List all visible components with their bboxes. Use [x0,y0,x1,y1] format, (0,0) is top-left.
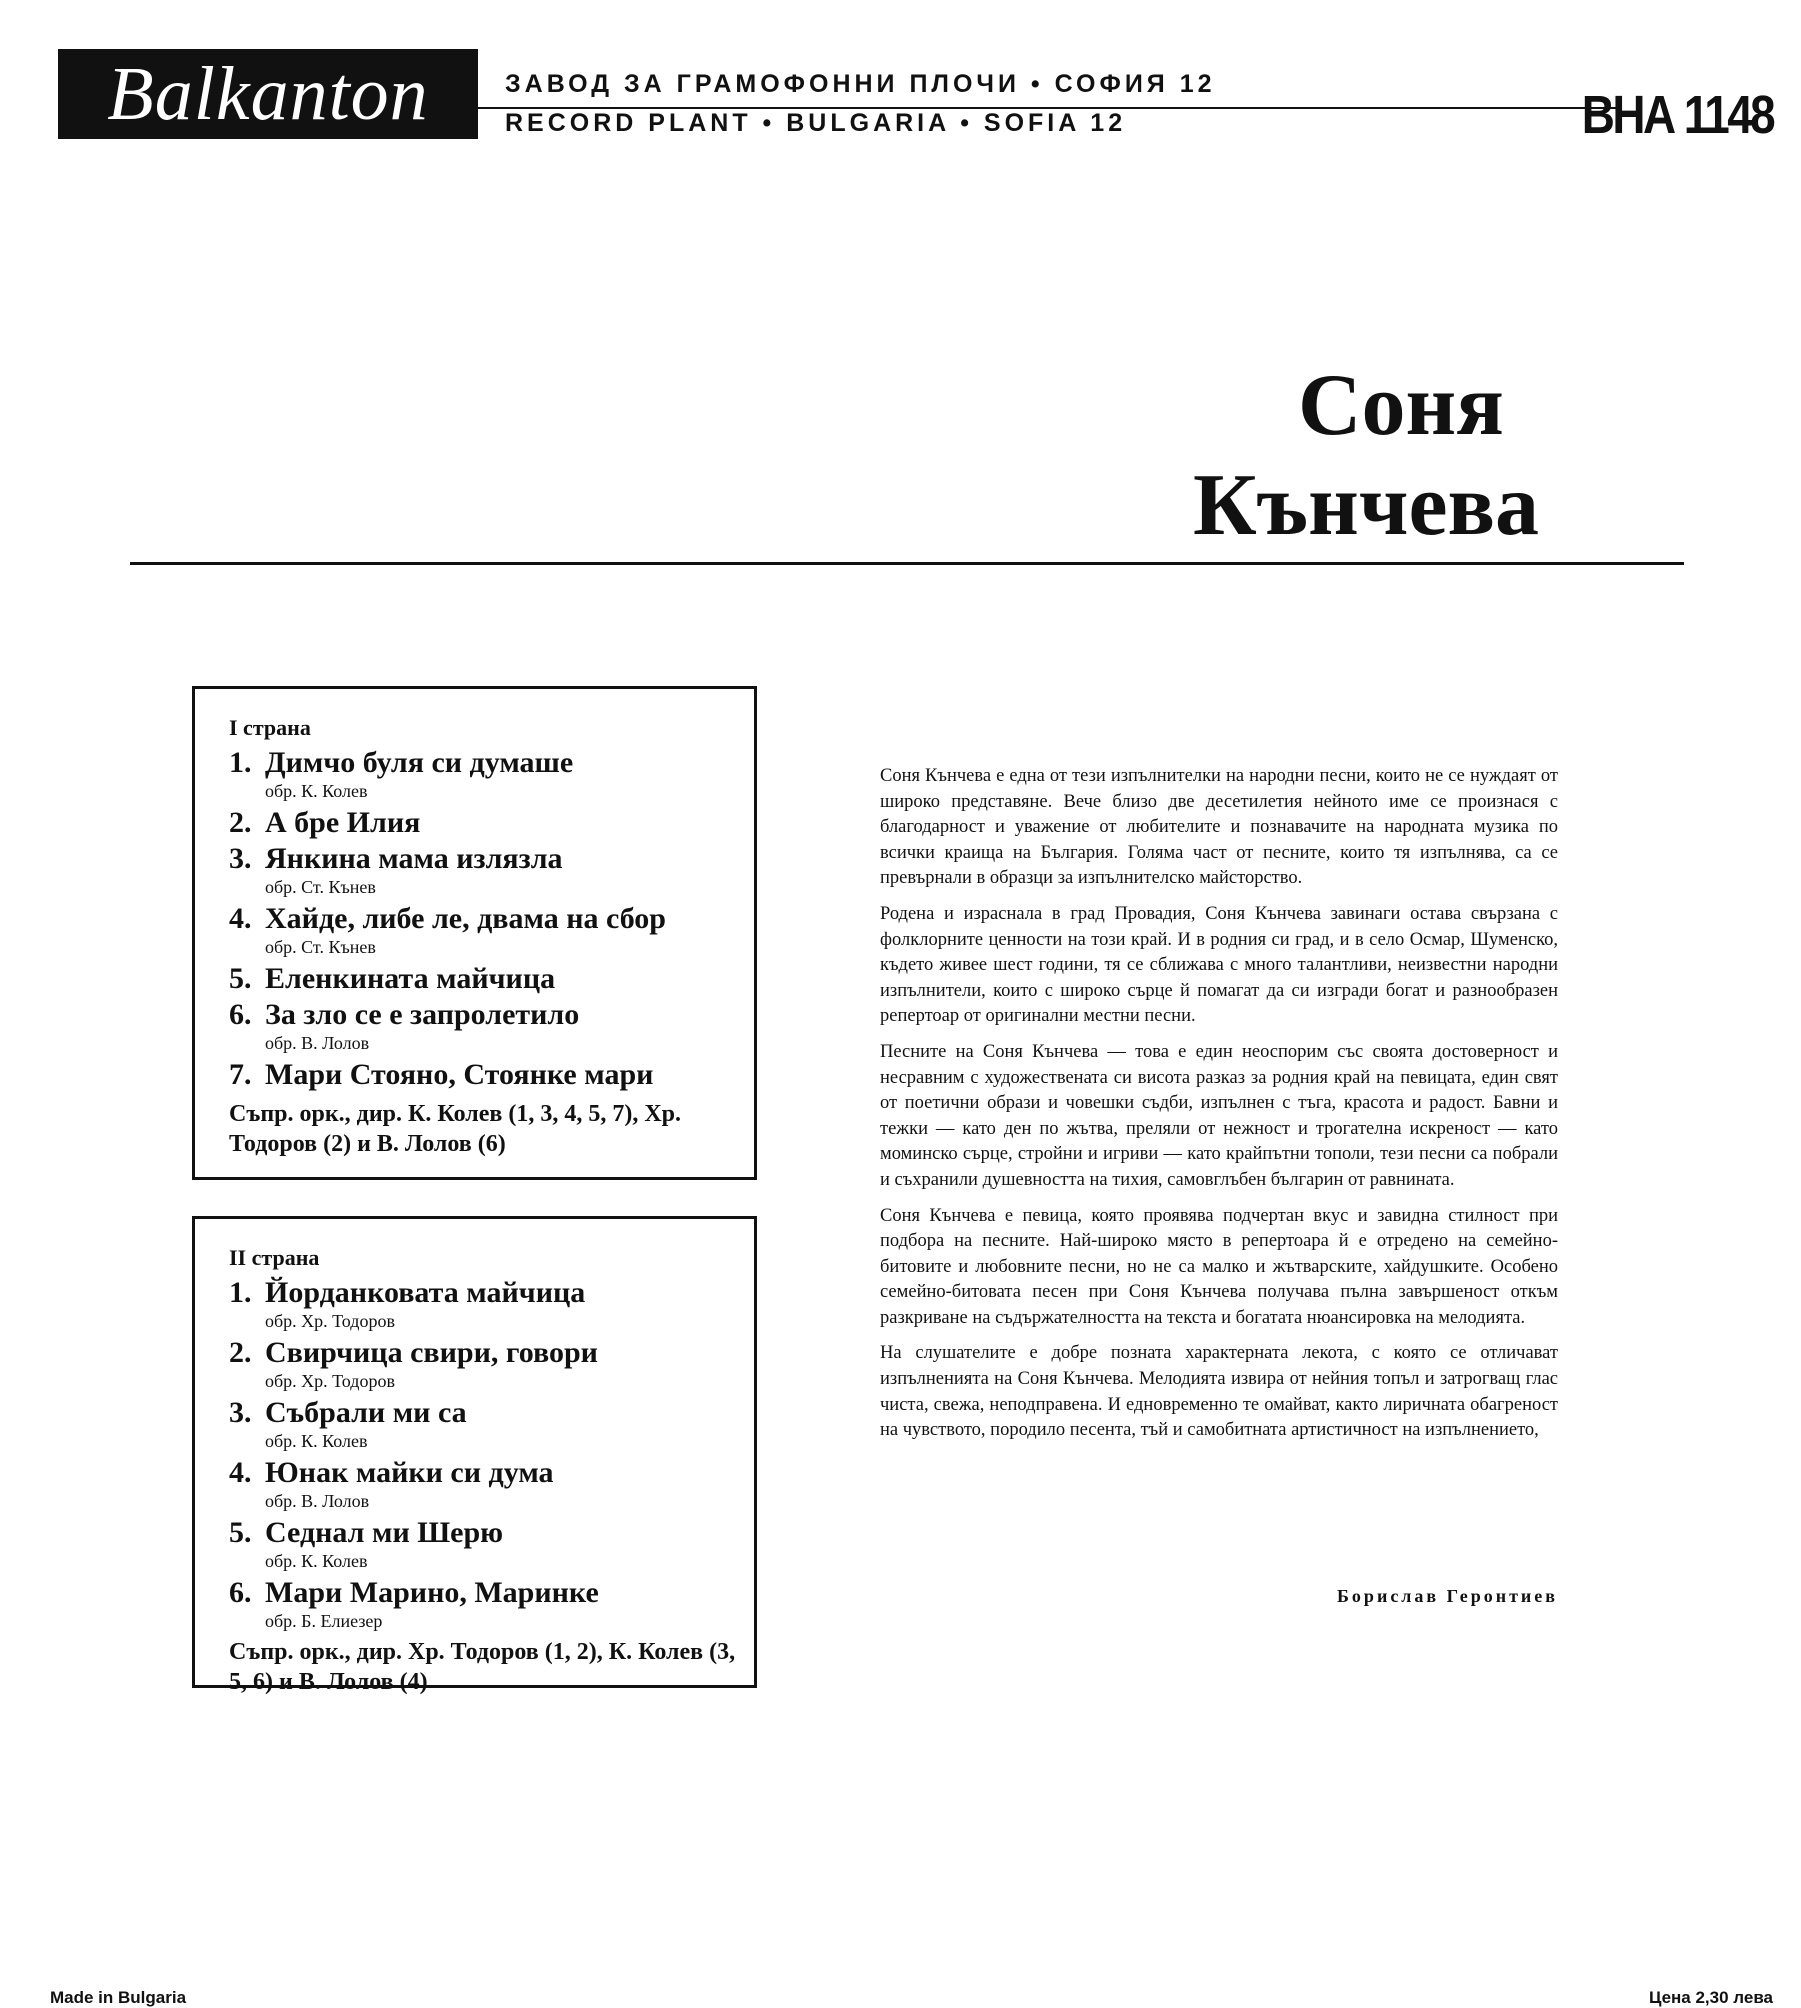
artist-first-name: Соня [1298,357,1504,454]
track-number: 7. [229,1058,252,1091]
track-item [229,1515,744,1571]
notes-paragraph: Соня Кънчева е една от тези изпълнителки на народни песни, които не се нуждаят от широко представяне. Вече близо две десетилетия нейното име се произнася с благодарност и уважение от любителите и познавачите на народната музика по всички краища на България. Голяма част от песните, които тя изпълнява, са се превърнали в образци за изпълнителско майсторство. [880,766,1558,889]
record-plant-info [505,70,1216,138]
price-label: Цена 2,30 лева [1648,1988,1773,2007]
track-arranger: обр. К. Колев [265,1551,368,1571]
track-number: 5. [229,962,252,995]
track-list [229,1275,744,1631]
track-item [229,805,744,841]
header-rule [478,107,1618,109]
side-label: II страна [229,1245,320,1270]
track-title: Свирчица свири, говори [265,1336,598,1369]
track-item [229,745,744,801]
track-item [229,1455,744,1511]
made-in-label: Made in Bulgaria [50,1988,187,2007]
track-arranger: обр. Хр. Тодоров [265,1311,395,1331]
track-title: Еленкината майчица [265,962,556,995]
track-item [229,901,744,957]
notes-paragraph: На слушателите е добре позната характерната лекота, с която се отличават изпълненията на Соня Кънчева. Мелодията извира от нейния топъл и затрогващ глас чиста, свежа, неподправена. И едновременно те омайват, както лиричната обагреност на чувството, породило песента, тъй и самобитната артистичност на изпълнението, [880,1343,1558,1441]
track-number: 2. [229,1336,252,1369]
side-2-tracklist [192,1216,757,1695]
track-number: 4. [229,1456,252,1489]
track-item [229,997,744,1053]
track-number: 3. [229,1396,252,1429]
track-arranger: обр. К. Колев [265,781,368,801]
track-arranger: обр. В. Лолов [265,1033,370,1053]
track-item [229,1275,744,1331]
track-title: Събрали ми са [265,1396,467,1429]
track-title: Мари Марино, Маринке [265,1576,599,1609]
track-number: 4. [229,902,252,935]
side-credits: Съпр. орк., дир. К. Колев (1, 3, 4, 5, 7), Хр. Тодоров (2) и В. Лолов (6) [229,1101,682,1157]
track-title: Янкина мама излязла [265,842,563,875]
plant-name-en: RECORD PLANT • BULGARIA • SOFIA 12 [505,109,1127,137]
track-list [229,745,744,1093]
track-arranger: обр. Хр. Тодоров [265,1371,395,1391]
track-item [229,1575,744,1631]
side-credits: Съпр. орк., дир. Хр. Тодоров (1, 2), К. Колев (3, 5, 6) и В. Лолов (4) [229,1639,736,1695]
track-arranger: обр. К. Колев [265,1431,368,1451]
notes-paragraph: Родена и израснала в град Провадия, Соня Кънчева завинаги остава свързана с фолклорните ценности на този край. И в родния си град, и в село Осмар, Шуменско, където живее шест години, тя се сближава с много талантливи, неизвестни народни изпълнители, които с широко сърце й помагат да си изгради богат и разнообразен репертоар от оригинални местни песни. [880,903,1558,1027]
track-number: 3. [229,842,252,875]
track-number: 1. [229,1276,252,1309]
track-item [229,1057,744,1093]
balkanton-logo: Balkanton [58,49,478,139]
track-item [229,1395,744,1451]
track-item [229,1335,744,1391]
track-title: Йорданковата майчица [265,1276,586,1309]
track-number: 5. [229,1516,252,1549]
track-title: Юнак майки си дума [265,1456,554,1489]
title-rule [130,562,1684,565]
track-number: 1. [229,746,252,779]
track-arranger: обр. Ст. Кънев [265,877,376,897]
side-1-tracklist [192,686,757,1180]
notes-paragraph: Соня Кънчева е певица, която проявява подчертан вкус и завидна стилност при подбора на песните. Най-широко място в репертоара й е отредено на семейно-битовите и любовните песни, но не са малко и жътварските, хайдушките. Особено семейно-битовата песен при Соня Кънчева получава пълна завършеност откъм разкриване на съдържателността на текста и богатата нюансировка на мелодията. [880,1205,1558,1328]
side-label: I страна [229,715,311,740]
track-number: 6. [229,1576,252,1609]
track-title: Димчо буля си думаше [265,746,574,779]
artist-last-name: Кънчева [1193,457,1540,554]
plant-name-bg: ЗАВОД ЗА ГРАМОФОННИ ПЛОЧИ • СОФИЯ 12 [505,70,1216,98]
track-item [229,961,744,997]
notes-author: Борислав Геронтиев [1337,1586,1558,1606]
track-number: 6. [229,998,252,1031]
catalog-number: ВНА 1148 [1581,85,1773,145]
track-item [229,841,744,897]
liner-notes [880,764,1558,1454]
notes-paragraph: Песните на Соня Кънчева — това е един неоспорим със своята достоверност и несравним с художествената си висота разказ за родния край на певицата, един свят от поетични образи и човешки съдби, изпълнен с тъга, красота и радост. Бавни и тежки — като ден по жътва, преляли от нежност и трогателна искреност — като моминско сърце, стройни и игриви — като крайпътни тополи, тези песни са побрали и съхранили душевността на тихия, самовглъбен българин от равнината. [880,1041,1558,1190]
track-arranger: обр. В. Лолов [265,1491,370,1511]
track-arranger: обр. Ст. Кънев [265,937,376,957]
track-title: Седнал ми Шерю [265,1516,504,1549]
track-title: Хайде, либе ле, двама на сбор [265,902,666,935]
track-arranger: обр. Б. Елиезер [265,1611,383,1631]
track-title: А бре Илия [265,806,421,839]
track-title: За зло се е запролетило [265,998,580,1031]
track-title: Мари Стояно, Стоянке мари [265,1058,654,1091]
track-number: 2. [229,806,252,839]
